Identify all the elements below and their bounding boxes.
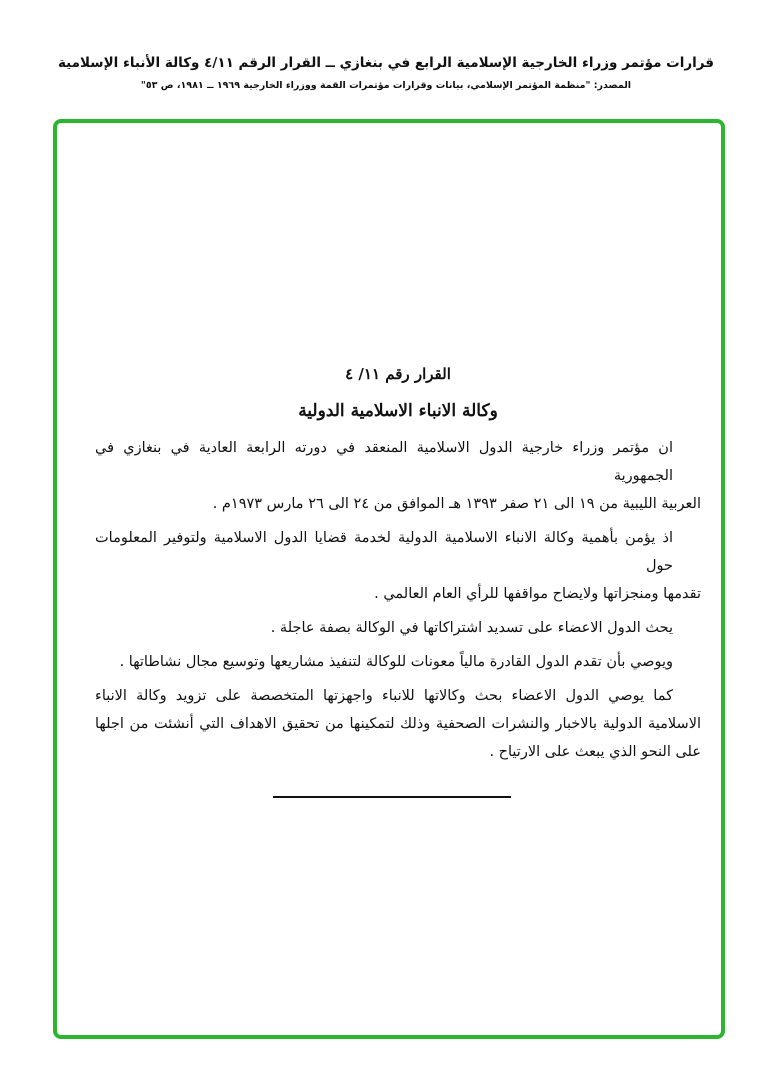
- paragraph-importance: [95, 524, 701, 608]
- document-body: [95, 362, 701, 766]
- paragraph-preamble: [95, 434, 701, 518]
- text-line: ان مؤتمر وزراء خارجية الدول الاسلامية المنعقد في دورته الرابعة العادية في بنغازي في الجمهورية: [95, 440, 673, 484]
- text-line: اذ يؤمن بأهمية وكالة الانباء الاسلامية الدولية لخدمة قضايا الدول الاسلامية ولتوفير المعلومات حول: [95, 530, 673, 574]
- paragraph-urges: [95, 614, 701, 642]
- page-header: [30, 54, 742, 93]
- header-title: قرارات مؤتمر وزراء الخارجية الإسلامية الرابع في بنغازي ــ القرار الرقم ٤/١١ وكالة الأنباء الإسلامية: [57, 55, 714, 71]
- text-line: تقدمها ومنجزاتها ولايضاح مواقفها للرأي العام العالمي .: [374, 586, 701, 602]
- header-source: المصدر: "منظمة المؤتمر الإسلامي، بيانات وقرارات مؤتمرات القمة ووزراء الخارجية ١٩٦٩ ــ ١٩٨١، ص ٥٣": [140, 80, 632, 91]
- paragraph-recommends: [95, 648, 701, 676]
- text-line: الاسلامية الدولية بالاخبار والنشرات الصحفية وذلك لتمكينها من تحقيق الاهداف التي أنشئت من اجلها: [95, 716, 701, 732]
- text-line: ويوصي بأن تقدم الدول القادرة مالياً معونات للوكالة لتنفيذ مشاريعها وتوسيع مجال نشاطاتها .: [119, 654, 673, 670]
- text-line: على النحو الذي يبعث على الارتياح .: [489, 744, 701, 760]
- resolution-title: وكالة الانباء الاسلامية الدولية: [298, 401, 498, 421]
- resolution-number: القرار رقم ١١/ ٤: [345, 365, 451, 383]
- paragraph-also-recommends: [95, 682, 701, 766]
- text-line: يحث الدول الاعضاء على تسديد اشتراكاتها في الوكالة بصفة عاجلة .: [270, 620, 673, 636]
- end-divider: [273, 796, 511, 798]
- text-line: العربية الليبية من ١٩ الى ٢١ صفر ١٣٩٣ هـ الموافق من ٢٤ الى ٢٦ مارس ١٩٧٣م .: [212, 496, 701, 512]
- text-line: كما يوصي الدول الاعضاء بحث وكالاتها للانباء واجهزتها المتخصصة على تزويد وكالة الانباء: [95, 688, 673, 704]
